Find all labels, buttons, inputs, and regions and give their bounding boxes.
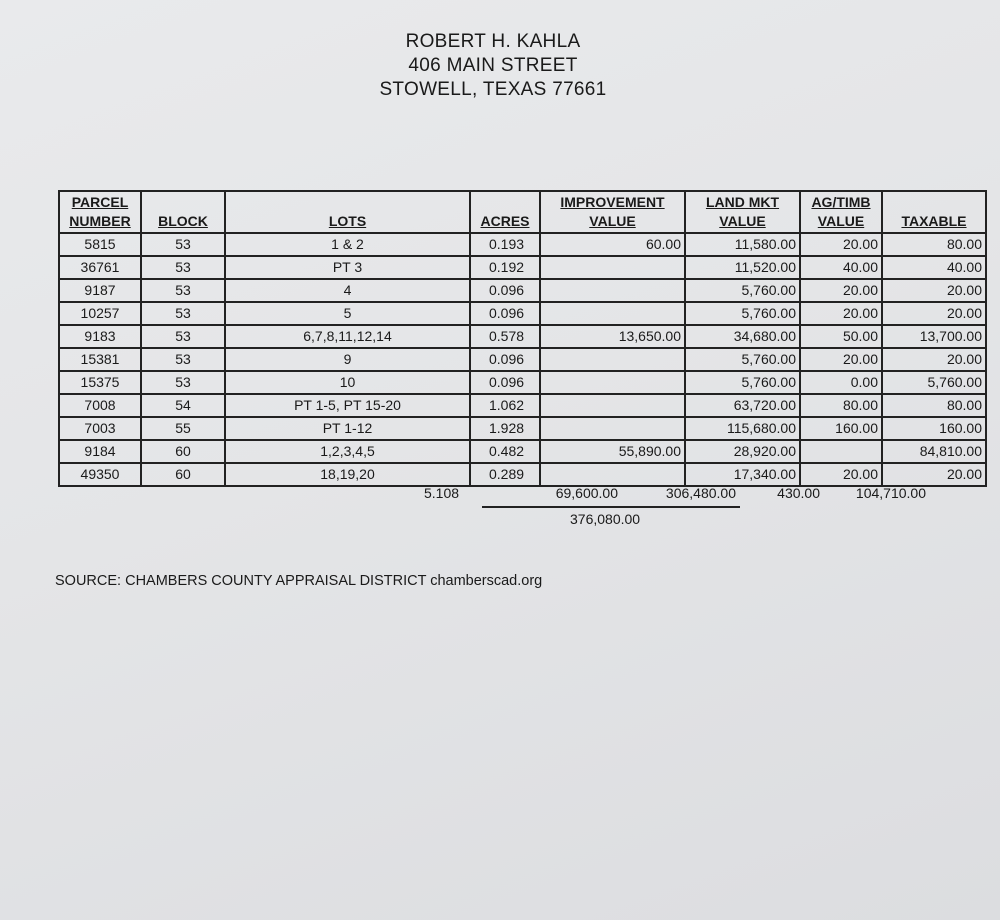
cell-block: 54 bbox=[141, 394, 225, 417]
cell-acres: 0.096 bbox=[470, 348, 540, 371]
cell-acres: 1.062 bbox=[470, 394, 540, 417]
owner-name: ROBERT H. KAHLA bbox=[405, 31, 581, 52]
total-improvement: 69,600.00 bbox=[555, 485, 618, 501]
cell-taxable: 20.00 bbox=[882, 279, 986, 302]
cell-ag-timb-value: 20.00 bbox=[800, 302, 882, 325]
cell-improvement-value: 55,890.00 bbox=[540, 440, 685, 463]
cell-improvement-value: 13,650.00 bbox=[540, 325, 685, 348]
col-block: BLOCK bbox=[141, 191, 225, 233]
cell-parcel-number: 15381 bbox=[59, 348, 141, 371]
totals-rule bbox=[482, 506, 740, 508]
cell-land-mkt-value: 11,580.00 bbox=[685, 233, 800, 256]
cell-lots: 4 bbox=[225, 279, 470, 302]
cell-parcel-number: 15375 bbox=[59, 371, 141, 394]
cell-land-mkt-value: 11,520.00 bbox=[685, 256, 800, 279]
cell-parcel-number: 49350 bbox=[59, 463, 141, 486]
table-row bbox=[59, 256, 986, 279]
cell-block: 53 bbox=[141, 279, 225, 302]
col-parcel-number: PARCEL NUMBER bbox=[59, 191, 141, 233]
cell-block: 53 bbox=[141, 371, 225, 394]
cell-parcel-number: 10257 bbox=[59, 302, 141, 325]
cell-taxable: 13,700.00 bbox=[882, 325, 986, 348]
cell-acres: 0.096 bbox=[470, 279, 540, 302]
cell-taxable: 20.00 bbox=[882, 302, 986, 325]
cell-taxable: 20.00 bbox=[882, 463, 986, 486]
cell-ag-timb-value: 40.00 bbox=[800, 256, 882, 279]
cell-block: 53 bbox=[141, 348, 225, 371]
cell-block: 53 bbox=[141, 302, 225, 325]
cell-improvement-value bbox=[540, 279, 685, 302]
cell-parcel-number: 7003 bbox=[59, 417, 141, 440]
cell-acres: 0.096 bbox=[470, 371, 540, 394]
cell-lots: PT 1-5, PT 15-20 bbox=[225, 394, 470, 417]
cell-ag-timb-value: 0.00 bbox=[800, 371, 882, 394]
cell-improvement-value bbox=[540, 348, 685, 371]
cell-parcel-number: 5815 bbox=[59, 233, 141, 256]
cell-block: 60 bbox=[141, 463, 225, 486]
cell-block: 53 bbox=[141, 256, 225, 279]
table-row bbox=[59, 233, 986, 256]
total-acres: 5.108 bbox=[424, 485, 460, 501]
owner-city: STOWELL, TEXAS 77661 bbox=[379, 79, 607, 100]
cell-taxable: 80.00 bbox=[882, 233, 986, 256]
table-row bbox=[59, 302, 986, 325]
source-note: SOURCE: CHAMBERS COUNTY APPRAISAL DISTRICT chamberscad.org bbox=[55, 573, 543, 589]
cell-improvement-value bbox=[540, 256, 685, 279]
header-row bbox=[59, 191, 986, 233]
cell-taxable: 5,760.00 bbox=[882, 371, 986, 394]
cell-improvement-value: 60.00 bbox=[540, 233, 685, 256]
cell-block: 53 bbox=[141, 233, 225, 256]
table-row bbox=[59, 325, 986, 348]
cell-improvement-value bbox=[540, 371, 685, 394]
cell-ag-timb-value: 20.00 bbox=[800, 279, 882, 302]
col-lots: LOTS bbox=[225, 191, 470, 233]
col-improvement-value: IMPROVEMENT VALUE bbox=[540, 191, 685, 233]
cell-ag-timb-value: 20.00 bbox=[800, 348, 882, 371]
cell-lots: 9 bbox=[225, 348, 470, 371]
total-combined-value: 376,080.00 bbox=[570, 511, 641, 527]
table-row bbox=[59, 348, 986, 371]
col-taxable: TAXABLE bbox=[882, 191, 986, 233]
cell-taxable: 160.00 bbox=[882, 417, 986, 440]
cell-acres: 1.928 bbox=[470, 417, 540, 440]
cell-ag-timb-value bbox=[800, 440, 882, 463]
cell-land-mkt-value: 115,680.00 bbox=[685, 417, 800, 440]
cell-parcel-number: 9183 bbox=[59, 325, 141, 348]
cell-parcel-number: 9187 bbox=[59, 279, 141, 302]
cell-ag-timb-value: 20.00 bbox=[800, 463, 882, 486]
cell-land-mkt-value: 63,720.00 bbox=[685, 394, 800, 417]
cell-land-mkt-value: 28,920.00 bbox=[685, 440, 800, 463]
cell-lots: 6,7,8,11,12,14 bbox=[225, 325, 470, 348]
col-acres: ACRES bbox=[470, 191, 540, 233]
cell-acres: 0.096 bbox=[470, 302, 540, 325]
total-taxable: 104,710.00 bbox=[855, 485, 926, 501]
cell-parcel-number: 7008 bbox=[59, 394, 141, 417]
cell-lots: 1,2,3,4,5 bbox=[225, 440, 470, 463]
table-row bbox=[59, 394, 986, 417]
cell-block: 53 bbox=[141, 325, 225, 348]
cell-ag-timb-value: 50.00 bbox=[800, 325, 882, 348]
cell-land-mkt-value: 5,760.00 bbox=[685, 302, 800, 325]
cell-ag-timb-value: 20.00 bbox=[800, 233, 882, 256]
col-land-mkt-value: LAND MKT VALUE bbox=[685, 191, 800, 233]
cell-parcel-number: 9184 bbox=[59, 440, 141, 463]
total-land-mkt: 306,480.00 bbox=[665, 485, 736, 501]
cell-lots: 5 bbox=[225, 302, 470, 325]
cell-improvement-value bbox=[540, 417, 685, 440]
cell-land-mkt-value: 5,760.00 bbox=[685, 348, 800, 371]
cell-acres: 0.482 bbox=[470, 440, 540, 463]
letterhead bbox=[0, 30, 986, 102]
cell-taxable: 84,810.00 bbox=[882, 440, 986, 463]
table-row bbox=[59, 463, 986, 486]
cell-acres: 0.193 bbox=[470, 233, 540, 256]
cell-parcel-number: 36761 bbox=[59, 256, 141, 279]
cell-acres: 0.289 bbox=[470, 463, 540, 486]
cell-block: 60 bbox=[141, 440, 225, 463]
table-row bbox=[59, 417, 986, 440]
cell-block: 55 bbox=[141, 417, 225, 440]
cell-land-mkt-value: 34,680.00 bbox=[685, 325, 800, 348]
owner-street: 406 MAIN STREET bbox=[408, 55, 578, 76]
total-ag-timb: 430.00 bbox=[777, 485, 820, 501]
cell-acres: 0.578 bbox=[470, 325, 540, 348]
cell-lots: PT 1-12 bbox=[225, 417, 470, 440]
cell-acres: 0.192 bbox=[470, 256, 540, 279]
cell-lots: 18,19,20 bbox=[225, 463, 470, 486]
cell-ag-timb-value: 80.00 bbox=[800, 394, 882, 417]
cell-lots: 10 bbox=[225, 371, 470, 394]
cell-improvement-value bbox=[540, 394, 685, 417]
cell-taxable: 20.00 bbox=[882, 348, 986, 371]
cell-ag-timb-value: 160.00 bbox=[800, 417, 882, 440]
table-row bbox=[59, 440, 986, 463]
cell-lots: PT 3 bbox=[225, 256, 470, 279]
col-ag-timb-value: AG/TIMB VALUE bbox=[800, 191, 882, 233]
table-row bbox=[59, 371, 986, 394]
cell-taxable: 80.00 bbox=[882, 394, 986, 417]
cell-taxable: 40.00 bbox=[882, 256, 986, 279]
cell-lots: 1 & 2 bbox=[225, 233, 470, 256]
table-row bbox=[59, 279, 986, 302]
cell-land-mkt-value: 5,760.00 bbox=[685, 279, 800, 302]
cell-improvement-value bbox=[540, 302, 685, 325]
cell-improvement-value bbox=[540, 463, 685, 486]
parcel-table bbox=[58, 190, 987, 487]
cell-land-mkt-value: 5,760.00 bbox=[685, 371, 800, 394]
cell-land-mkt-value: 17,340.00 bbox=[685, 463, 800, 486]
